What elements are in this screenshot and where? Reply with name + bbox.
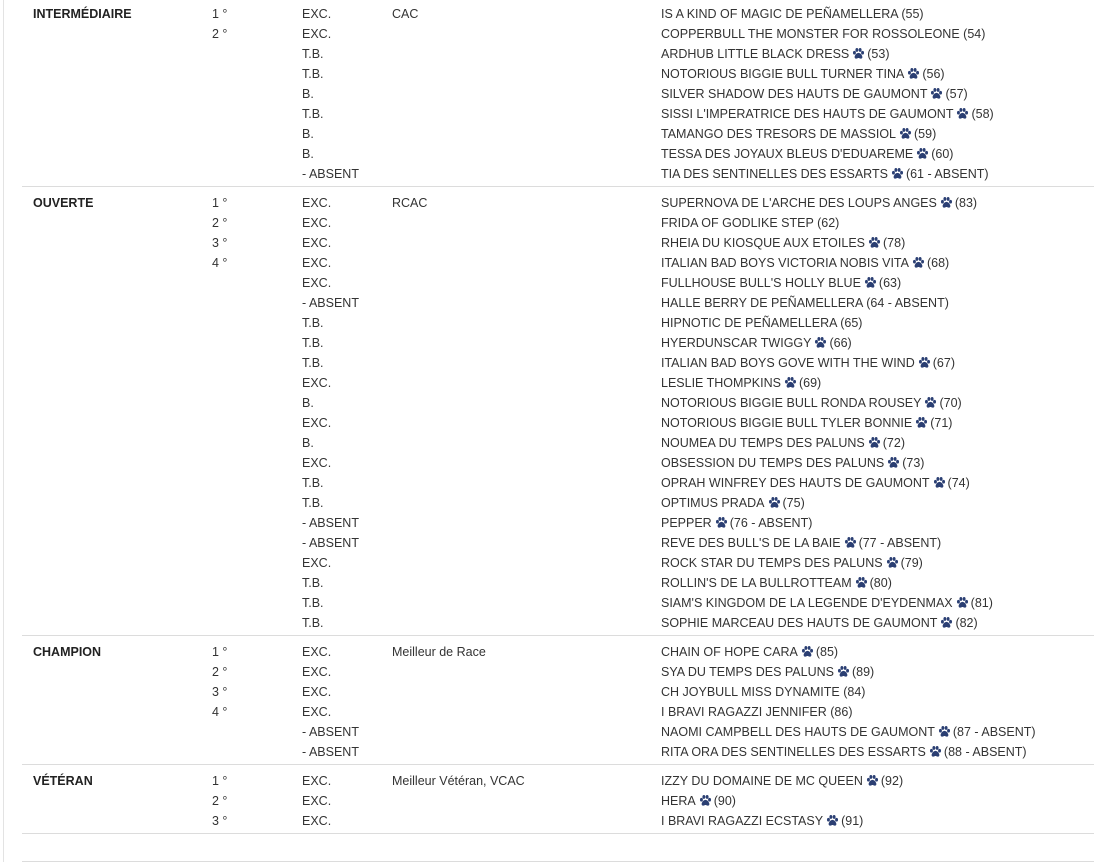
placement: 3 ° (212, 814, 228, 828)
catalog-number: (57) (945, 87, 968, 101)
result-row (22, 553, 1094, 573)
qualification: EXC. (302, 456, 332, 470)
dog-name: PEPPER (661, 516, 712, 530)
dog-entry (661, 811, 863, 831)
catalog-number: (91) (841, 814, 864, 828)
catalog-number: (70) (939, 396, 962, 410)
paw-icon (899, 127, 912, 140)
dog-name: TESSA DES JOYAUX BLEUS D'EDUAREME (661, 147, 914, 161)
dog-entry (661, 662, 874, 682)
catalog-number: (67) (932, 356, 955, 370)
dog-name: IZZY DU DOMAINE DE MC QUEEN (661, 774, 863, 788)
qualification: - ABSENT (302, 536, 359, 550)
paw-icon (916, 147, 929, 160)
qualification: EXC. (302, 196, 332, 210)
dog-name: ROCK STAR DU TEMPS DES PALUNS (661, 556, 883, 570)
dog-name: SOPHIE MARCEAU DES HAUTS DE GAUMONT (661, 616, 938, 630)
result-row (22, 373, 1094, 393)
dog-entry (661, 313, 862, 333)
result-row (22, 44, 1094, 64)
dog-entry (661, 473, 970, 493)
dog-name: FULLHOUSE BULL'S HOLLY BLUE (661, 276, 861, 290)
dog-name: NOTORIOUS BIGGIE BULL TURNER TINA (661, 67, 905, 81)
dog-name: TAMANGO DES TRESORS DE MASSIOL (661, 127, 896, 141)
paw-icon (891, 167, 904, 180)
dog-entry (661, 493, 805, 513)
qualification: EXC. (302, 256, 332, 270)
dog-entry (661, 393, 962, 413)
class-section (22, 187, 1094, 636)
qualification: T.B. (302, 356, 324, 370)
paw-icon (844, 536, 857, 549)
catalog-number: (92) (880, 774, 904, 788)
dog-entry (661, 84, 968, 104)
catalog-number: (73) (902, 456, 925, 470)
class-section (22, 4, 1094, 187)
dog-name: HYERDUNSCAR TWIGGY (661, 336, 812, 350)
dog-entry (661, 613, 978, 633)
dog-entry (661, 413, 952, 433)
result-row (22, 791, 1094, 811)
qualification: EXC. (302, 645, 332, 659)
award: Meilleur de Race (392, 645, 486, 659)
result-row (22, 293, 1094, 313)
dog-name: COPPERBULL THE MONSTER FOR ROSSOLEONE (661, 27, 960, 41)
dog-name: IS A KIND OF MAGIC DE PEÑAMELLERA (661, 7, 898, 21)
dog-entry (661, 533, 941, 553)
qualification: EXC. (302, 376, 332, 390)
qualification: - ABSENT (302, 725, 359, 739)
dog-name: SILVER SHADOW DES HAUTS DE GAUMONT (661, 87, 928, 101)
catalog-number: (66) (829, 336, 852, 350)
qualification: T.B. (302, 576, 324, 590)
class-section (22, 636, 1094, 765)
paw-icon (814, 336, 827, 349)
dog-entry (661, 4, 924, 24)
result-row (22, 642, 1094, 662)
dog-name: NOUMEA DU TEMPS DES PALUNS (661, 436, 865, 450)
paw-icon (855, 576, 868, 589)
result-row (22, 104, 1094, 124)
dog-name: NAOMI CAMPBELL DES HAUTS DE GAUMONT (661, 725, 935, 739)
catalog-number: (68) (926, 256, 950, 270)
result-row (22, 124, 1094, 144)
dog-name: SYA DU TEMPS DES PALUNS (661, 665, 834, 679)
catalog-number: (78) (883, 236, 906, 250)
qualification: EXC. (302, 705, 332, 719)
dog-name: CHAIN OF HOPE CARA (661, 645, 798, 659)
qualification: EXC. (302, 276, 332, 290)
qualification: EXC. (302, 794, 332, 808)
paw-icon (886, 556, 899, 569)
dog-entry (661, 722, 1036, 742)
result-row (22, 682, 1094, 702)
catalog-number: (58) (971, 107, 994, 121)
result-row (22, 333, 1094, 353)
paw-icon (915, 416, 928, 429)
placement: 2 ° (212, 216, 228, 230)
dog-name: ITALIAN BAD BOYS VICTORIA NOBIS VITA (661, 256, 909, 270)
result-row (22, 144, 1094, 164)
result-row (22, 473, 1094, 493)
qualification: - ABSENT (302, 745, 359, 759)
placement: 3 ° (212, 236, 228, 250)
qualification: T.B. (302, 316, 324, 330)
catalog-number: (74) (947, 476, 970, 490)
catalog-number: (76 - ABSENT) (729, 516, 813, 530)
dog-name: RHEIA DU KIOSQUE AUX ETOILES (661, 236, 865, 250)
dog-name: HIPNOTIC DE PEÑAMELLERA (661, 316, 837, 330)
dog-entry (661, 44, 889, 64)
paw-icon (930, 87, 943, 100)
qualification: EXC. (302, 665, 332, 679)
dog-name: HERA (661, 794, 696, 808)
result-row (22, 253, 1094, 273)
result-row (22, 313, 1094, 333)
dog-entry (661, 642, 838, 662)
qualification: EXC. (302, 216, 332, 230)
paw-icon (940, 616, 953, 629)
catalog-number: (56) (922, 67, 945, 81)
dog-name: ITALIAN BAD BOYS GOVE WITH THE WIND (661, 356, 915, 370)
paw-icon (852, 47, 865, 60)
result-row (22, 453, 1094, 473)
catalog-number: (63) (878, 276, 902, 290)
dog-entry (661, 513, 812, 533)
paw-icon (864, 276, 877, 289)
placement: 1 ° (212, 196, 228, 210)
dog-entry (661, 24, 985, 44)
dog-name: OBSESSION DU TEMPS DES PALUNS (661, 456, 885, 470)
result-row (22, 593, 1094, 613)
paw-icon (801, 645, 814, 658)
result-row (22, 742, 1094, 762)
catalog-number: (86) (830, 705, 853, 719)
paw-icon (940, 196, 953, 209)
catalog-number: (64 - ABSENT) (866, 296, 949, 310)
dog-entry (661, 293, 949, 313)
paw-icon (929, 745, 942, 758)
catalog-number: (75) (782, 496, 805, 510)
dog-name: SISSI L'IMPERATRICE DES HAUTS DE GAUMONT (661, 107, 954, 121)
dog-entry (661, 573, 892, 593)
dog-entry (661, 373, 821, 393)
catalog-number: (89) (851, 665, 875, 679)
dog-entry (661, 64, 945, 84)
dog-name: RITA ORA DES SENTINELLES DES ESSARTS (661, 745, 926, 759)
qualification: EXC. (302, 7, 332, 21)
dog-entry (661, 193, 977, 213)
catalog-number: (62) (817, 216, 840, 230)
result-row (22, 573, 1094, 593)
catalog-number: (88 - ABSENT) (943, 745, 1027, 759)
qualification: - ABSENT (302, 296, 359, 310)
dog-entry (661, 682, 865, 702)
qualification: EXC. (302, 685, 332, 699)
award: CAC (392, 7, 419, 21)
paw-icon (699, 794, 712, 807)
catalog-number: (55) (901, 7, 924, 21)
bottom-divider (22, 861, 1094, 862)
paw-icon (826, 814, 839, 827)
dog-entry (661, 164, 989, 184)
catalog-number: (90) (713, 794, 736, 808)
dog-name: ARDHUB LITTLE BLACK DRESS (661, 47, 850, 61)
qualification: T.B. (302, 476, 324, 490)
dog-name: OPRAH WINFREY DES HAUTS DE GAUMONT (661, 476, 930, 490)
result-row (22, 533, 1094, 553)
dog-entry (661, 453, 924, 473)
paw-icon (868, 236, 881, 249)
dog-name: TIA DES SENTINELLES DES ESSARTS (661, 167, 888, 181)
paw-icon (768, 496, 781, 509)
result-row (22, 164, 1094, 184)
qualification: T.B. (302, 47, 324, 61)
paw-icon (784, 376, 797, 389)
catalog-number: (79) (900, 556, 923, 570)
dog-name: CH JOYBULL MISS DYNAMITE (661, 685, 840, 699)
dog-entry (661, 233, 905, 253)
result-row (22, 493, 1094, 513)
dog-entry (661, 742, 1027, 762)
dog-name: FRIDA OF GODLIKE STEP (661, 216, 814, 230)
dog-entry (661, 553, 923, 573)
paw-icon (924, 396, 937, 409)
catalog-number: (69) (798, 376, 822, 390)
paw-icon (912, 256, 925, 269)
dog-entry (661, 104, 994, 124)
result-row (22, 233, 1094, 253)
dog-name: NOTORIOUS BIGGIE BULL RONDA ROUSEY (661, 396, 922, 410)
dog-entry (661, 771, 903, 791)
class-section (22, 765, 1094, 834)
catalog-number: (60) (931, 147, 954, 161)
catalog-number: (53) (867, 47, 890, 61)
qualification: - ABSENT (302, 167, 359, 181)
result-row (22, 24, 1094, 44)
qualification: EXC. (302, 774, 332, 788)
qualification: T.B. (302, 496, 324, 510)
catalog-number: (84) (843, 685, 866, 699)
placement: 3 ° (212, 685, 228, 699)
class-name: OUVERTE (33, 196, 94, 210)
dog-name: REVE DES BULL'S DE LA BAIE (661, 536, 841, 550)
dog-entry (661, 213, 839, 233)
result-row (22, 193, 1094, 213)
paw-icon (887, 456, 900, 469)
dog-name: SIAM'S KINGDOM DE LA LEGENDE D'EYDENMAX (661, 596, 953, 610)
placement: 4 ° (212, 705, 228, 719)
qualification: EXC. (302, 236, 332, 250)
result-row (22, 702, 1094, 722)
result-row (22, 771, 1094, 791)
result-row (22, 722, 1094, 742)
catalog-number: (71) (930, 416, 953, 430)
class-name: INTERMÉDIAIRE (33, 7, 132, 21)
result-row (22, 273, 1094, 293)
placement: 2 ° (212, 27, 228, 41)
dog-name: I BRAVI RAGAZZI ECSTASY (661, 814, 824, 828)
paw-icon (715, 516, 728, 529)
dog-entry (661, 593, 993, 613)
dog-entry (661, 702, 852, 722)
placement: 2 ° (212, 794, 228, 808)
qualification: B. (302, 396, 314, 410)
qualification: EXC. (302, 556, 332, 570)
catalog-number: (59) (914, 127, 937, 141)
result-row (22, 513, 1094, 533)
catalog-number: (85) (815, 645, 839, 659)
dog-entry (661, 333, 852, 353)
qualification: T.B. (302, 67, 324, 81)
catalog-number: (87 - ABSENT) (952, 725, 1036, 739)
placement: 2 ° (212, 665, 228, 679)
result-row (22, 84, 1094, 104)
dog-name: HALLE BERRY DE PEÑAMELLERA (661, 296, 863, 310)
paw-icon (837, 665, 850, 678)
paw-icon (938, 725, 951, 738)
placement: 4 ° (212, 256, 228, 270)
dog-entry (661, 253, 949, 273)
catalog-number: (80) (869, 576, 892, 590)
qualification: B. (302, 127, 314, 141)
qualification: - ABSENT (302, 516, 359, 530)
catalog-number: (77 - ABSENT) (858, 536, 942, 550)
award: Meilleur Vétéran, VCAC (392, 774, 525, 788)
dog-entry (661, 124, 936, 144)
result-row (22, 613, 1094, 633)
result-row (22, 4, 1094, 24)
results-table (22, 4, 1094, 834)
result-row (22, 413, 1094, 433)
qualification: B. (302, 147, 314, 161)
dog-name: OPTIMUS PRADA (661, 496, 765, 510)
dog-entry (661, 353, 955, 373)
catalog-number: (54) (963, 27, 986, 41)
award: RCAC (392, 196, 428, 210)
dog-name: ROLLIN'S DE LA BULLROTTEAM (661, 576, 852, 590)
placement: 1 ° (212, 645, 228, 659)
result-row (22, 433, 1094, 453)
paw-icon (866, 774, 879, 787)
catalog-number: (65) (840, 316, 863, 330)
catalog-number: (81) (970, 596, 993, 610)
class-name: VÉTÉRAN (33, 774, 93, 788)
result-row (22, 213, 1094, 233)
catalog-number: (82) (955, 616, 978, 630)
qualification: EXC. (302, 814, 332, 828)
paw-icon (918, 356, 931, 369)
result-row (22, 662, 1094, 682)
qualification: EXC. (302, 27, 332, 41)
paw-icon (933, 476, 946, 489)
qualification: T.B. (302, 616, 324, 630)
qualification: T.B. (302, 107, 324, 121)
dog-entry (661, 791, 736, 811)
dog-name: LESLIE THOMPKINS (661, 376, 781, 390)
dog-entry (661, 144, 953, 164)
result-row (22, 64, 1094, 84)
dog-name: I BRAVI RAGAZZI JENNIFER (661, 705, 827, 719)
qualification: T.B. (302, 596, 324, 610)
placement: 1 ° (212, 774, 228, 788)
dog-entry (661, 273, 901, 293)
catalog-number: (83) (954, 196, 978, 210)
dog-entry (661, 433, 905, 453)
paw-icon (956, 596, 969, 609)
catalog-number: (61 - ABSENT) (905, 167, 989, 181)
result-row (22, 353, 1094, 373)
paw-icon (907, 67, 920, 80)
catalog-number: (72) (882, 436, 905, 450)
qualification: B. (302, 436, 314, 450)
placement: 1 ° (212, 7, 228, 21)
result-row (22, 393, 1094, 413)
result-row (22, 811, 1094, 831)
paw-icon (956, 107, 969, 120)
qualification: B. (302, 87, 314, 101)
class-name: CHAMPION (33, 645, 102, 659)
qualification: EXC. (302, 416, 332, 430)
paw-icon (868, 436, 881, 449)
dog-name: NOTORIOUS BIGGIE BULL TYLER BONNIE (661, 416, 913, 430)
qualification: T.B. (302, 336, 324, 350)
dog-name: SUPERNOVA DE L'ARCHE DES LOUPS ANGES (661, 196, 937, 210)
